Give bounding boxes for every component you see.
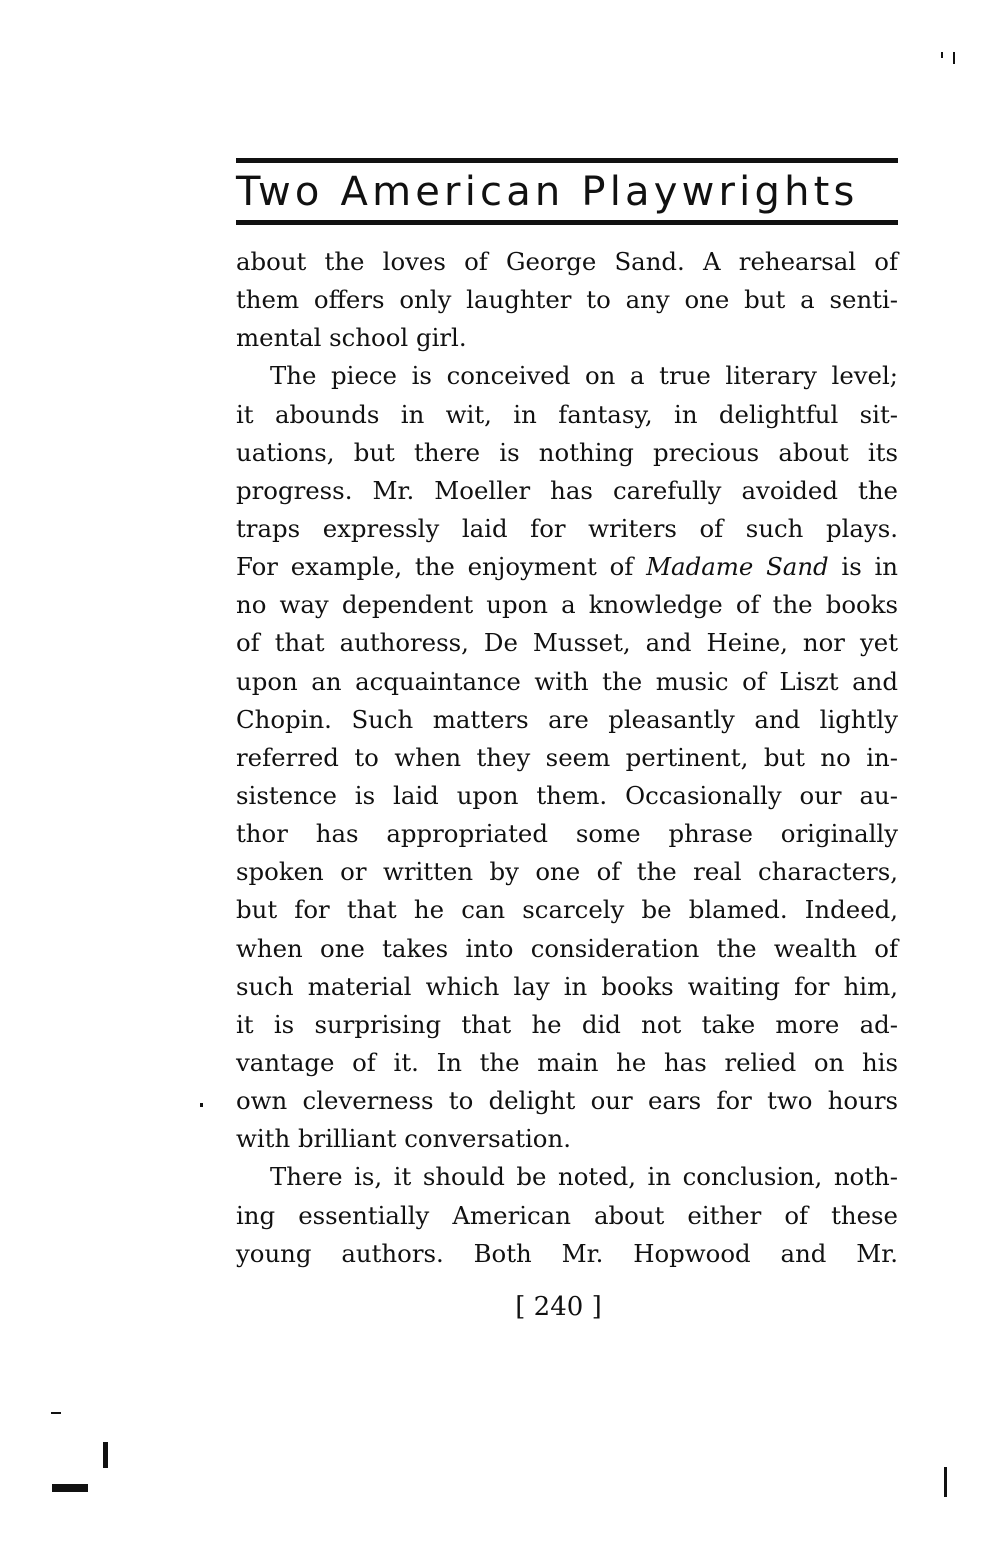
scan-mark bbox=[944, 1467, 947, 1497]
text-line: young authors. Both Mr. Hopwood and Mr. bbox=[236, 1238, 898, 1268]
text-line: own cleverness to delight our ears for two hours bbox=[236, 1086, 898, 1116]
text-line-with-title bbox=[236, 548, 898, 586]
text-line: progress. Mr. Moeller has carefully avoided the bbox=[236, 475, 898, 505]
page-number: [ 240 ] bbox=[515, 1292, 602, 1322]
scan-mark bbox=[51, 1412, 61, 1414]
text-line: mental school girl. bbox=[236, 323, 467, 353]
text-line: them offers only laughter to any one but a senti- bbox=[236, 285, 898, 315]
text-line: ing essentially American about either of these bbox=[236, 1200, 898, 1230]
text-line: no way dependent upon a knowledge of the books bbox=[236, 590, 898, 620]
text-line: traps expressly laid for writers of such plays. bbox=[236, 513, 898, 543]
scan-mark bbox=[103, 1442, 108, 1468]
text-line: The piece is conceived on a true literary level; bbox=[270, 361, 898, 391]
text-segment: is in bbox=[828, 552, 898, 582]
text-line: Chopin. Such matters are pleasantly and lightly bbox=[236, 704, 898, 734]
running-head: Two American Playwrights bbox=[236, 169, 859, 215]
body-text bbox=[236, 243, 898, 1273]
text-line: it is surprising that he did not take more ad- bbox=[236, 1009, 898, 1039]
scan-mark bbox=[200, 1103, 203, 1107]
scan-mark bbox=[52, 1484, 88, 1492]
header-rule-top bbox=[236, 158, 898, 163]
text-line: when one takes into consideration the wealth of bbox=[236, 933, 898, 963]
text-line: uations, but there is nothing precious about its bbox=[236, 437, 898, 467]
text-line: There is, it should be noted, in conclusion, noth- bbox=[270, 1162, 898, 1192]
scan-mark bbox=[941, 52, 943, 58]
text-line: of that authoress, De Musset, and Heine, nor yet bbox=[236, 628, 898, 658]
text-line: but for that he can scarcely be blamed. Indeed, bbox=[236, 895, 898, 925]
text-line: such material which lay in books waiting for him, bbox=[236, 971, 898, 1001]
text-line: about the loves of George Sand. A rehearsal of bbox=[236, 247, 898, 276]
text-line: thor has appropriated some phrase originally bbox=[236, 819, 898, 849]
text-line: spoken or written by one of the real characters, bbox=[236, 857, 898, 887]
text-line: vantage of it. In the main he has relied on his bbox=[236, 1047, 898, 1077]
text-line: with brilliant conversation. bbox=[236, 1124, 571, 1154]
text-line: it abounds in wit, in fantasy, in delightful sit- bbox=[236, 399, 898, 429]
text-segment: For example, the enjoyment of bbox=[236, 552, 647, 582]
italic-play-title: Madame Sand bbox=[646, 552, 829, 582]
text-line: upon an acquaintance with the music of Liszt and bbox=[236, 666, 898, 696]
scan-mark bbox=[953, 52, 955, 64]
text-line: referred to when they seem pertinent, but no in- bbox=[236, 742, 898, 772]
text-line: sistence is laid upon them. Occasionally our au- bbox=[236, 780, 898, 810]
header-rule-bottom bbox=[236, 220, 898, 225]
